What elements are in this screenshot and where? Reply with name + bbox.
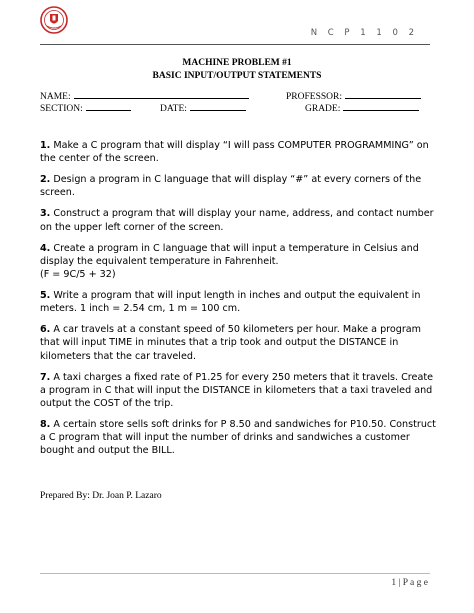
problem-list [40, 139, 440, 465]
problem-item: 6. A car travels at a constant speed of 50 kilometers per hour. Make a program that will input TIME in minutes that a trip took and output the DISTANCE in kilometers that the car traveled. [40, 324, 422, 362]
problem-item: 1. Make a C program that will display “I will pass COMPUTER PROGRAMMING” on the center of the screen. [40, 140, 429, 165]
grade-blank[interactable] [343, 101, 419, 111]
university-seal-logo [40, 6, 68, 34]
page-label: | P a g e [398, 578, 428, 588]
page-number: 1 [391, 578, 397, 588]
name-blank[interactable] [74, 89, 249, 99]
prepared-by: Prepared By: Dr. Joan P. Lazaro [40, 491, 162, 501]
date-field[interactable] [160, 101, 246, 114]
date-blank[interactable] [190, 101, 246, 111]
problem-item: 5. Write a program that will input length in inches and output the equivalent in meters. 1 inch = 2.54 cm, 1 m = 100 cm. [40, 290, 421, 315]
grade-label: GRADE: [305, 104, 341, 114]
problem-item: 3. Construct a program that will display your name, address, and contact number on the upper left corner of the screen. [40, 208, 434, 233]
professor-blank[interactable] [345, 89, 421, 99]
date-label: DATE: [160, 104, 187, 114]
name-label: NAME: [40, 92, 71, 102]
formula: (F = 9C/5 + 32) [40, 269, 116, 281]
problem-item: 8. A certain store sells soft drinks for P 8.50 and sandwiches for P10.50. Construct a C program that will input the number of drinks and sandwiches a customer bought and output the BILL. [40, 419, 436, 457]
section-label: SECTION: [40, 104, 83, 114]
course-code: N C P 1 1 0 2 [310, 28, 418, 38]
grade-field[interactable] [305, 101, 419, 114]
page-footer [391, 578, 428, 588]
problem-item: 7. A taxi charges a fixed rate of P1.25 for every 250 meters that it travels. Create a program in C that will input the DISTANCE in kilometers that a taxi traveled and output the COST of the trip. [40, 371, 433, 410]
document-subtitle: BASIC INPUT/OUTPUT STATEMENTS [152, 71, 322, 81]
problem-item: 4. Create a program in C language that will input a temperature in Celsius and display the equivalent temperature in Fahrenheit. (F = 9C/5 + 32) [40, 242, 419, 281]
section-blank[interactable] [86, 101, 131, 111]
document-title: MACHINE PROBLEM #1 [182, 58, 292, 68]
footer-divider [40, 573, 430, 574]
section-field[interactable] [40, 101, 131, 114]
problem-item: 2. Design a program in C language that will display “#” at every corners of the screen. [40, 174, 422, 199]
professor-label: PROFESSOR: [286, 92, 342, 102]
header-divider [40, 44, 430, 45]
